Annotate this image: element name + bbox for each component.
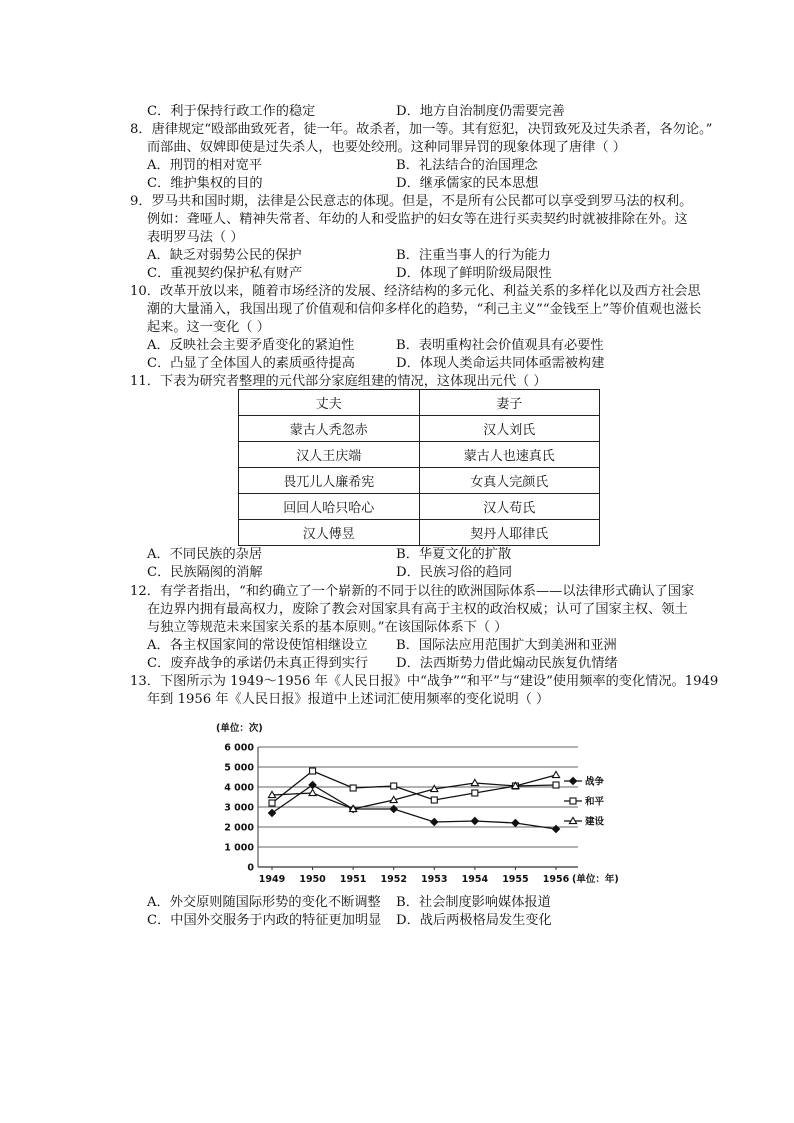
q12-stem-line-2: 在边界内拥有最高权力，废除了教会对国家具有高于主权的政治权威；认可了国家主权、领土 bbox=[147, 602, 688, 617]
q7-option-c: C．利于保持行政工作的稳定 bbox=[147, 104, 316, 119]
data-point bbox=[390, 805, 397, 812]
y-tick-label: 3 000 bbox=[224, 802, 254, 814]
x-tick-label: 1951 bbox=[339, 874, 367, 885]
table-row bbox=[239, 416, 600, 442]
q8-stem-line-1: 8．唐律规定“殴部曲致死者，徒一年。故杀者，加一等。其有愆犯，决罚致死及过失杀者，各勿论。” bbox=[130, 122, 713, 137]
q8-option-b: B．礼法结合的治国理念 bbox=[396, 158, 538, 173]
q10-stem-line-3: 起来。这一变化（ ） bbox=[147, 320, 270, 335]
q13-option-b: B．社会制度影响媒体报道 bbox=[396, 895, 551, 910]
q11-family-table bbox=[238, 389, 600, 546]
q13-stem-line-2: 年到 1956 年《人民日报》报道中上述词汇使用频率的变化说明（ ） bbox=[147, 692, 550, 707]
y-tick-label: 4 000 bbox=[224, 782, 254, 794]
data-point bbox=[471, 817, 478, 824]
y-tick-label: 0 bbox=[247, 862, 254, 874]
table-cell: 蒙古人秃忽赤 bbox=[239, 416, 420, 442]
data-point bbox=[552, 771, 559, 777]
y-tick-label: 5 000 bbox=[224, 762, 254, 774]
q8-option-d: D．继承儒家的民本思想 bbox=[396, 176, 539, 191]
q7-option-d: D．地方自治制度仍需要完善 bbox=[396, 104, 565, 119]
q9-option-b: B．注重当事人的行为能力 bbox=[396, 248, 551, 263]
table-cell: 汉人刘氏 bbox=[419, 416, 600, 442]
q9-option-c: C．重视契约保护私有财产 bbox=[147, 266, 303, 281]
data-point bbox=[310, 768, 316, 774]
legend-label: 和平 bbox=[585, 796, 605, 808]
y-tick-label: 2 000 bbox=[224, 822, 254, 834]
q13-stem-line-1: 13．下图所示为 1949～1956 年《人民日报》中“战争”“和平”与“建设”使用频率的变化情况。1949 bbox=[130, 674, 719, 689]
data-point bbox=[512, 819, 519, 826]
data-point bbox=[269, 800, 275, 806]
q11-option-d: D．民族习俗的趋同 bbox=[396, 565, 513, 580]
q10-option-d: D．体现人类命运共同体亟需被构建 bbox=[396, 356, 605, 371]
q12-option-c: C．废弃战争的承诺仍未真正得到实行 bbox=[147, 656, 369, 671]
x-tick-label: 1955 bbox=[502, 874, 529, 885]
data-point bbox=[471, 779, 478, 785]
q10-stem-line-2: 潮的大量涌入，我国出现了价值观和信仰多样化的趋势，“利己主义”“金钱至上”等价值观也滋长 bbox=[147, 302, 702, 317]
data-point bbox=[472, 790, 478, 796]
q8-stem-line-2: 而部曲、奴婢即使是过失杀人，也要处绞刑。这种同罪异罚的现象体现了唐律（ ） bbox=[147, 140, 626, 155]
q13-option-c: C．中国外交服务于内政的特征更加明显 bbox=[147, 913, 382, 928]
x-tick-label: 1950 bbox=[299, 874, 326, 885]
y-axis-unit-label: (单位：次) bbox=[216, 723, 263, 734]
q8-option-a: A．刑罚的相对宽平 bbox=[147, 158, 263, 173]
table-cell: 蒙古人也速真氏 bbox=[419, 442, 600, 468]
y-tick-label: 6 000 bbox=[224, 742, 254, 754]
data-point bbox=[391, 783, 397, 789]
table-cell: 回回人哈只哈心 bbox=[239, 494, 420, 520]
x-tick-label: 1949 bbox=[258, 874, 286, 885]
q11-option-c: C．民族隔阂的消解 bbox=[147, 565, 263, 580]
x-axis-unit-label: (单位：年) bbox=[572, 874, 619, 885]
x-tick-label: 1952 bbox=[380, 874, 407, 885]
q9-stem-line-2: 例如：聋哑人、精神失常者、年幼的人和受监护的妇女等在进行买卖契约时就被排除在外。这 bbox=[147, 212, 688, 227]
q9-stem-line-1: 9．罗马共和国时期，法律是公民意志的体现。但是，不是所有公民都可以享受到罗马法的权利。 bbox=[130, 194, 693, 209]
table-header-cell: 丈夫 bbox=[239, 390, 420, 416]
data-point bbox=[431, 797, 437, 803]
q12-option-d: D．法西斯势力借此煽动民族复仇情绪 bbox=[396, 656, 618, 671]
q11-option-a: A．不同民族的杂居 bbox=[147, 547, 263, 562]
table-row bbox=[239, 442, 600, 468]
x-tick-label: 1956 bbox=[542, 874, 570, 885]
legend-marker bbox=[569, 777, 576, 784]
q10-option-b: B．表明重构社会价值观具有必要性 bbox=[396, 338, 604, 353]
q12-stem-line-1: 12．有学者指出，“和约确立了一个崭新的不同于以往的欧洲国际体系——以法律形式确认了国家 bbox=[130, 584, 695, 599]
q12-option-b: B．国际法应用范围扩大到美洲和亚洲 bbox=[396, 638, 617, 653]
table-header-cell: 妻子 bbox=[419, 390, 600, 416]
legend-label: 建设 bbox=[585, 816, 605, 828]
y-tick-label: 1 000 bbox=[224, 842, 254, 854]
table-cell: 契丹人耶律氏 bbox=[419, 520, 600, 546]
x-tick-label: 1954 bbox=[461, 874, 489, 885]
x-tick-label: 1953 bbox=[421, 874, 448, 885]
q9-option-d: D．体现了鲜明阶级局限性 bbox=[396, 266, 552, 281]
table-cell: 汉人傅昱 bbox=[239, 520, 420, 546]
q12-stem-line-3: 与独立等规范未来国家关系的基本原则。”在该国际体系下（ ） bbox=[147, 620, 508, 635]
data-point bbox=[350, 785, 356, 791]
q11-stem: 11．下表为研究者整理的元代部分家庭组建的情况，这体现出元代（ ） bbox=[130, 374, 547, 389]
q13-option-a: A．外交原则随国际形势的变化不断调整 bbox=[147, 895, 381, 910]
table-cell: 汉人苟氏 bbox=[419, 494, 600, 520]
q12-option-a: A．各主权国家间的常设使馆相继设立 bbox=[147, 638, 368, 653]
data-point bbox=[553, 782, 559, 788]
legend-label: 战争 bbox=[585, 776, 605, 788]
q10-option-c: C．凸显了全体国人的素质亟待提高 bbox=[147, 356, 355, 371]
table-row bbox=[239, 520, 600, 546]
q10-stem-line-1: 10．改革开放以来，随着市场经济的发展、经济结构的多元化、利益关系的多样化以及西方社会思 bbox=[130, 284, 701, 299]
q9-stem-line-3: 表明罗马法（ ） bbox=[147, 230, 244, 245]
table-row bbox=[239, 494, 600, 520]
data-point bbox=[431, 818, 438, 825]
q9-option-a: A．缺乏对弱势公民的保护 bbox=[147, 248, 302, 263]
table-cell: 畏兀儿人廉希宪 bbox=[239, 468, 420, 494]
word-frequency-line-chart bbox=[210, 717, 619, 892]
q8-option-c: C．维护集权的目的 bbox=[147, 176, 263, 191]
q13-option-d: D．战后两极格局发生变化 bbox=[396, 913, 552, 928]
q10-option-a: A．反映社会主要矛盾变化的紧迫性 bbox=[147, 338, 355, 353]
legend-marker bbox=[570, 798, 576, 804]
table-cell: 汉人王庆端 bbox=[239, 442, 420, 468]
table-row bbox=[239, 468, 600, 494]
data-point bbox=[552, 825, 559, 832]
table-cell: 女真人完颜氏 bbox=[419, 468, 600, 494]
table-header-row bbox=[239, 390, 600, 416]
q11-option-b: B．华夏文化的扩散 bbox=[396, 547, 512, 562]
